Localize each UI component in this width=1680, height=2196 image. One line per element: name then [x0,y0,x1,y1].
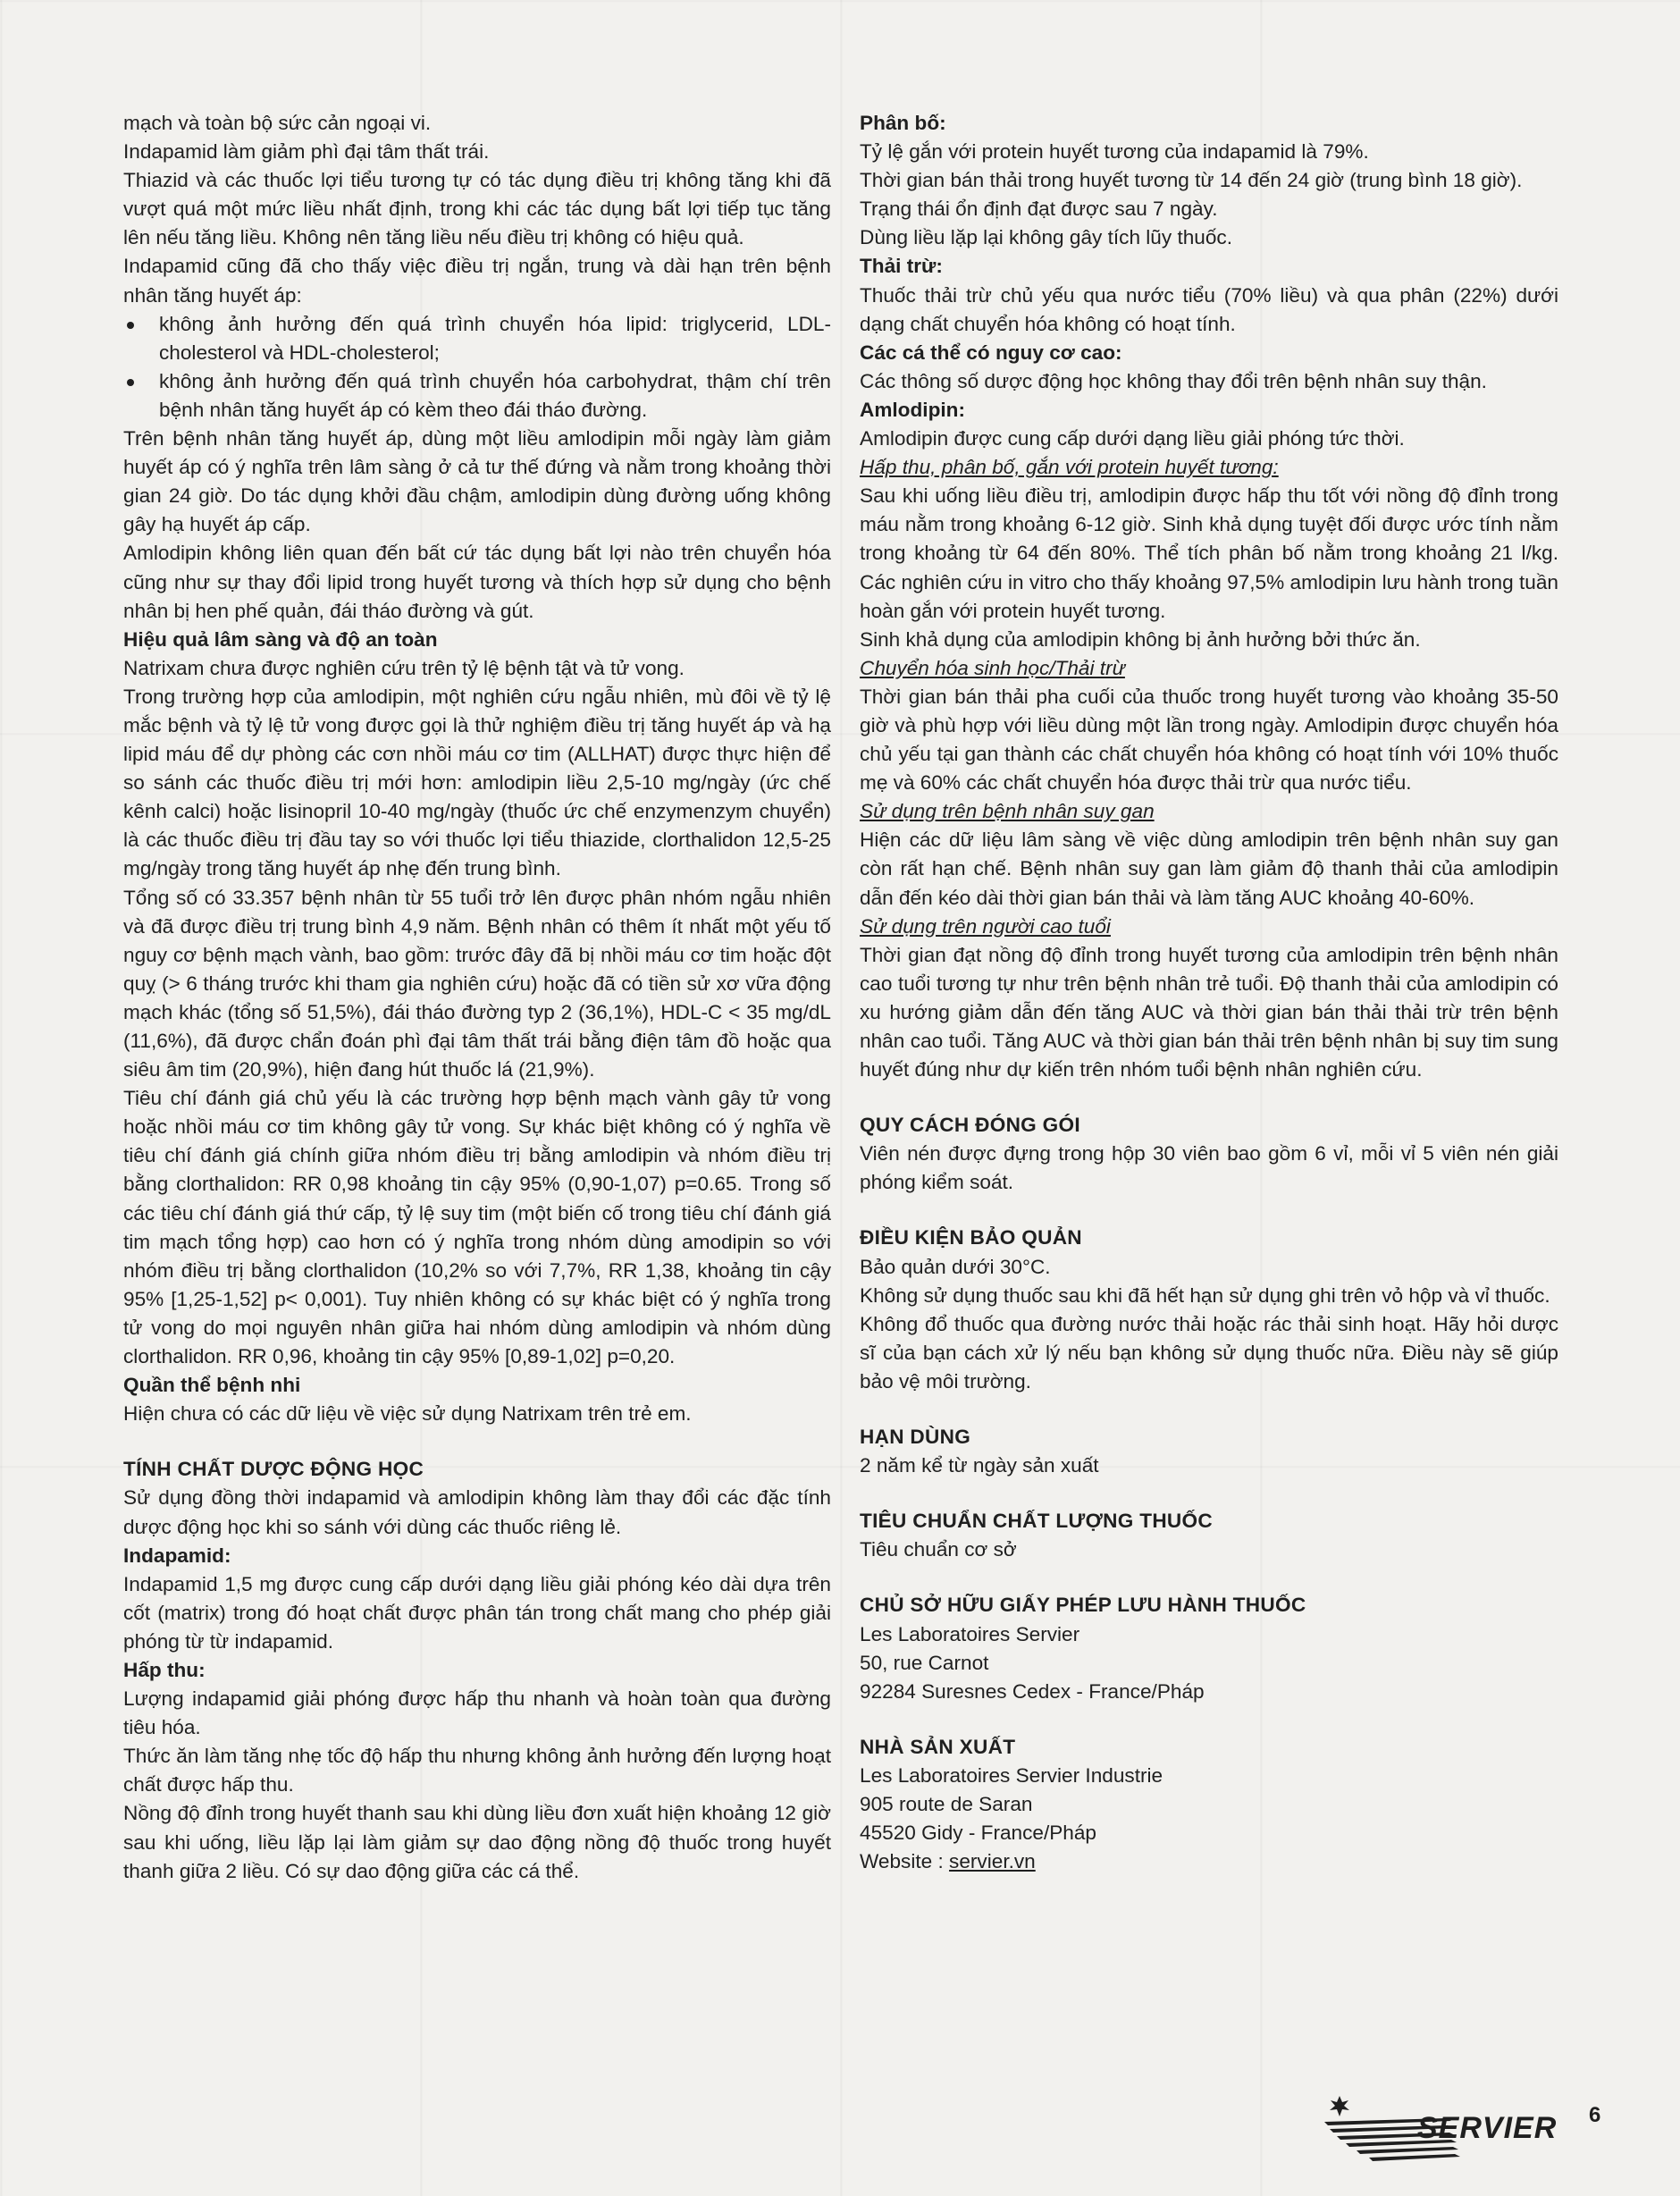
paragraph: Hiện các dữ liệu lâm sàng về việc dùng amlodipin trên bệnh nhân suy gan còn rất hạn chế. Bệnh nhân suy gan làm giảm độ thanh thải của amlodipin dẫn đến kéo dài thời gian bán thải và làm tăng AUC khoảng 40-60%. [860,829,1558,909]
spacer [860,1564,1558,1591]
section-heading-manufacturer: NHÀ SẢN XUẤT [860,1735,1016,1758]
paragraph: Tỷ lệ gắn với protein huyết tương của indapamid là 79%. [860,140,1369,164]
address-line: 50, rue Carnot [860,1651,989,1674]
bullet-item: không ảnh hưởng đến quá trình chuyển hóa carbohydrat, thậm chí trên bệnh nhân tăng huyết áp có kèm theo đái tháo đường. [123,367,831,425]
paragraph: Sử dụng đồng thời indapamid và amlodipin không làm thay đổi các đặc tính dược động học khi so sánh với dùng các thuốc riêng lẻ. [123,1486,831,1538]
servier-logo [1312,2066,1562,2165]
address-line: 905 route de Saran [860,1792,1033,1815]
subheading-amlodipin: Amlodipin: [860,398,965,421]
paragraph: Không đổ thuốc qua đường nước thải hoặc rác thải sinh hoạt. Hãy hỏi dược sĩ của bạn cách xử lý nếu bạn không sử dụng thuốc nữa. Điều này sẽ giúp bảo vệ môi trường. [860,1312,1558,1392]
manufacturer-address [860,1762,1558,1876]
subheading-absorption-distribution: Hấp thu, phân bố, gắn với protein huyết tương: [860,456,1279,479]
paragraph: Viên nén được đựng trong hộp 30 viên bao gồm 6 vỉ, mỗi vỉ 5 viên nén giải phóng kiểm soát. [860,1142,1558,1194]
logo-wordmark: SERVIER [1417,2111,1558,2145]
spacer [860,1480,1558,1507]
paragraph: Amlodipin được cung cấp dưới dạng liều giải phóng tức thời. [860,427,1405,450]
paragraph: Trên bệnh nhân tăng huyết áp, dùng một liều amlodipin mỗi ngày làm giảm huyết áp có ý nghĩa trên lâm sàng ở cả tư thế đứng và nằm trong khoảng thời gian 24 giờ. Do tác dụng khởi đầu chậm, amlodipin dùng đường uống không gây hạ huyết áp cấp. [123,427,831,536]
section-heading-shelf-life: HẠN DÙNG [860,1426,971,1449]
paragraph: Tiêu chí đánh giá chủ yếu là các trường hợp bệnh mạch vành gây tử vong hoặc nhồi máu cơ tim không gây tử vong. Sự khác biệt không có ý nghĩa về tiêu chí đánh giá chính giữa nhóm điều trị bằng amlodipin và nhóm điều trị bằng clorthalidon: RR 0,98 khoảng tin cậy 95% (0,90-1,07) p=0.65. Trong số các tiêu chí đánh giá thứ cấp, tỷ lệ suy tim (một biến cố trong tiêu chí đánh giá tim mạch tổng hợp) cao hơn có ý nghĩa trong nhóm dùng amodipin so với nhóm điều trị bằng clorthalidon (10,2% so với 7,7%, RR 1,38, khoảng tin cậy 95% [1,25-1,52] p< 0,001). Tuy nhiên không có sự khác biệt có ý nghĩa trong tử vong do mọi nguyên nhân giữa hai nhóm dùng amlodipin và nhóm dùng clorthalidon. RR 0,96, khoảng tin cậy 95% [0,89-1,02] p=0,20. [123,1087,831,1368]
section-heading-pharmacokinetics: TÍNH CHẤT DƯỢC ĐỘNG HỌC [123,1458,424,1481]
paragraph: Tổng số có 33.357 bệnh nhân từ 55 tuổi trở lên được phân nhóm ngẫu nhiên và đã được điều trị trung bình 4,9 năm. Bệnh nhân có thêm ít nhất một yếu tố nguy cơ bệnh mạch vành, bao gồm: trước đây đã bị nhồi máu cơ tim hoặc đột quỵ (> 6 tháng trước khi tham gia nghiên cứu) hoặc đã có tiền sử xơ vữa động mạch khác (tổng số 51,5%), đái tháo đường typ 2 (36,1%), HDL-C < 35 mg/dL (11,6%), đã được chẩn đoán phì đại tâm thất trái bằng điện tâm đồ hoặc qua siêu âm tim (20,9%), hiện đang hút thuốc lá (21,9%). [123,886,831,1081]
section-heading-license-holder: CHỦ SỞ HỮU GIẤY PHÉP LƯU HÀNH THUỐC [860,1594,1306,1617]
subheading-pediatric: Quần thể bệnh nhi [123,1374,301,1397]
bullet-item: không ảnh hưởng đến quá trình chuyển hóa lipid: triglycerid, LDL-cholesterol và HDL-cholesterol; [123,310,831,367]
subheading-elderly: Sử dụng trên người cao tuổi [860,914,1111,938]
subheading-metabolism: Chuyển hóa sinh học/Thải trừ [860,656,1125,679]
section-heading-storage: ĐIỀU KIỆN BẢO QUẢN [860,1226,1082,1249]
bullet-list [123,310,831,425]
address-line: Les Laboratoires Servier Industrie [860,1763,1163,1787]
section-heading-quality-standard: TIÊU CHUẨN CHẤT LƯỢNG THUỐC [860,1510,1214,1533]
spacer [860,1706,1558,1733]
subheading-efficacy: Hiệu quả lâm sàng và độ an toàn [123,627,438,651]
spacer [860,1197,1558,1224]
subheading-absorption: Hấp thu: [123,1658,206,1681]
license-holder-address [860,1620,1558,1706]
paragraph: Thuốc thải trừ chủ yếu qua nước tiểu (70% liều) và qua phân (22%) dưới dạng chất chuyển hóa không có hoạt tính. [860,283,1558,335]
paragraph: Lượng indapamid giải phóng được hấp thu nhanh và hoàn toàn qua đường tiêu hóa. [123,1687,831,1739]
spacer [860,1084,1558,1111]
paragraph: Amlodipin không liên quan đến bất cứ tác dụng bất lợi nào trên chuyển hóa cũng như sự thay đổi lipid trong huyết tương và thích hợp sử dụng cho bệnh nhân bị hen phế quản, đái tháo đường và gút. [123,542,831,622]
page-number: 6 [1589,2103,1601,2127]
left-column [123,109,831,1886]
paragraph: Nồng độ đỉnh trong huyết thanh sau khi dùng liều đơn xuất hiện khoảng 12 giờ sau khi uống, liều lặp lại làm giảm sự dao động nồng độ thuốc trong huyết thanh giữa 2 liều. Có sự dao động giữa các cá thể. [123,1802,831,1882]
subheading-elimination: Thải trừ: [860,255,943,278]
section-heading-packaging: QUY CÁCH ĐÓNG GÓI [860,1114,1080,1137]
paragraph: Sinh khả dụng của amlodipin không bị ảnh hưởng bởi thức ăn. [860,627,1421,651]
paragraph: Thời gian bán thải pha cuối của thuốc trong huyết tương vào khoảng 35-50 giờ và phù hợp với liều dùng một lần trong ngày. Amlodipin được chuyển hóa chủ yếu tại gan thành các chất chuyển hóa không có hoạt tính với 10% thuốc mẹ và 60% các chất chuyển hóa được thải trừ qua nước tiểu. [860,685,1558,795]
right-column [860,109,1558,1876]
website-label: Website : [860,1850,950,1873]
address-line: 45520 Gidy - France/Pháp [860,1822,1097,1845]
paragraph: Thiazid và các thuốc lợi tiểu tương tự có tác dụng điều trị không tăng khi đã vượt quá một mức liều nhất định, trong khi các tác dụng bất lợi tiếp tục tăng lên nếu tăng liều. Không nên tăng liều nếu điều trị không có hiệu quả. [123,169,831,249]
paragraph: Trong trường hợp của amlodipin, một nghiên cứu ngẫu nhiên, mù đôi về tỷ lệ mắc bệnh và tỷ lệ tử vong được gọi là thử nghiệm điều trị tăng huyết áp và hạ lipid máu để dự phòng các cơn nhồi máu cơ tim (ALLHAT) được thực hiện để so sánh các thuốc điều trị mới hơn: amlodipin liều 2,5-10 mg/ngày (ức chế kênh calci) hoặc lisinopril 10-40 mg/ngày (thuốc ức chế enzymenzym chuyển) là các thuốc điều trị đầu tay so với thuốc lợi tiểu thiazide, clorthalidon 12,5-25 mg/ngày trong tăng huyết áp nhẹ đến trung bình. [123,685,831,880]
paragraph: Dùng liều lặp lại không gây tích lũy thuốc. [860,226,1232,249]
website-link[interactable]: servier.vn [949,1850,1036,1873]
address-line: Les Laboratoires Servier [860,1622,1080,1645]
subheading-risk-groups: Các cá thể có nguy cơ cao: [860,341,1122,364]
paragraph: Không sử dụng thuốc sau khi đã hết hạn sử dụng ghi trên vỏ hộp và vỉ thuốc. [860,1283,1550,1307]
paragraph: 2 năm kể từ ngày sản xuất [860,1454,1099,1477]
subheading-distribution: Phân bố: [860,112,946,134]
paragraph: Thời gian bán thải trong huyết tương từ 14 đến 24 giờ (trung bình 18 giờ). [860,169,1523,192]
spacer [860,1396,1558,1423]
paragraph: Thời gian đạt nồng độ đỉnh trong huyết tương của amlodipin trên bệnh nhân cao tuổi tương tự như trên bệnh nhân trẻ tuổi. Độ thanh thải của amlodipin có xu hướng giảm dẫn đến tăng AUC và thời gian bán thải thải trừ trên bệnh nhân cao tuổi. Tăng AUC và thời gian bán thải trên bệnh nhân bị suy tim sung huyết đúng như dự kiến trên nhóm tuổi bệnh nhân nghiên cứu. [860,943,1558,1081]
paragraph: Bảo quản dưới 30°C. [860,1255,1051,1278]
paragraph: mạch và toàn bộ sức cản ngoại vi. [123,112,432,134]
paragraph: Trạng thái ổn định đạt được sau 7 ngày. [860,198,1218,221]
website-line [860,1847,1558,1876]
address-line: 92284 Suresnes Cedex - France/Pháp [860,1679,1205,1703]
subheading-indapamid: Indapamid: [123,1544,231,1567]
paragraph: Sau khi uống liều điều trị, amlodipin được hấp thu tốt với nồng độ đỉnh trong máu nằm trong khoảng 6-12 giờ. Sinh khả dụng tuyệt đối được ước tính nằm trong khoảng từ 64 đến 80%. Thể tích phân bố nằm trong khoảng 21 l/kg. Các nghiên cứu in vitro cho thấy khoảng 97,5% amlodipin lưu hành trong tuần hoàn gắn với protein huyết tương. [860,484,1558,622]
paragraph: Thức ăn làm tăng nhẹ tốc độ hấp thu nhưng không ảnh hưởng đến lượng hoạt chất được hấp thu. [123,1745,831,1796]
paragraph: Hiện chưa có các dữ liệu về việc sử dụng Natrixam trên trẻ em. [123,1402,692,1426]
paragraph: Các thông số dược động học không thay đổi trên bệnh nhân suy thận. [860,369,1487,392]
subheading-hepatic: Sử dụng trên bệnh nhân suy gan [860,800,1155,823]
paragraph: Natrixam chưa được nghiên cứu trên tỷ lệ bệnh tật và tử vong. [123,656,685,679]
paragraph: Indapamid làm giảm phì đại tâm thất trái. [123,140,490,164]
spacer [123,1428,831,1455]
paragraph: Tiêu chuẩn cơ sở [860,1538,1017,1561]
paragraph: Indapamid cũng đã cho thấy việc điều trị ngắn, trung và dài hạn trên bệnh nhân tăng huyết áp: [123,255,831,307]
paragraph: Indapamid 1,5 mg được cung cấp dưới dạng liều giải phóng kéo dài dựa trên cốt (matrix) trong đó hoạt chất được phân tán trong chất mang cho phép giải phóng từ từ indapamid. [123,1572,831,1653]
